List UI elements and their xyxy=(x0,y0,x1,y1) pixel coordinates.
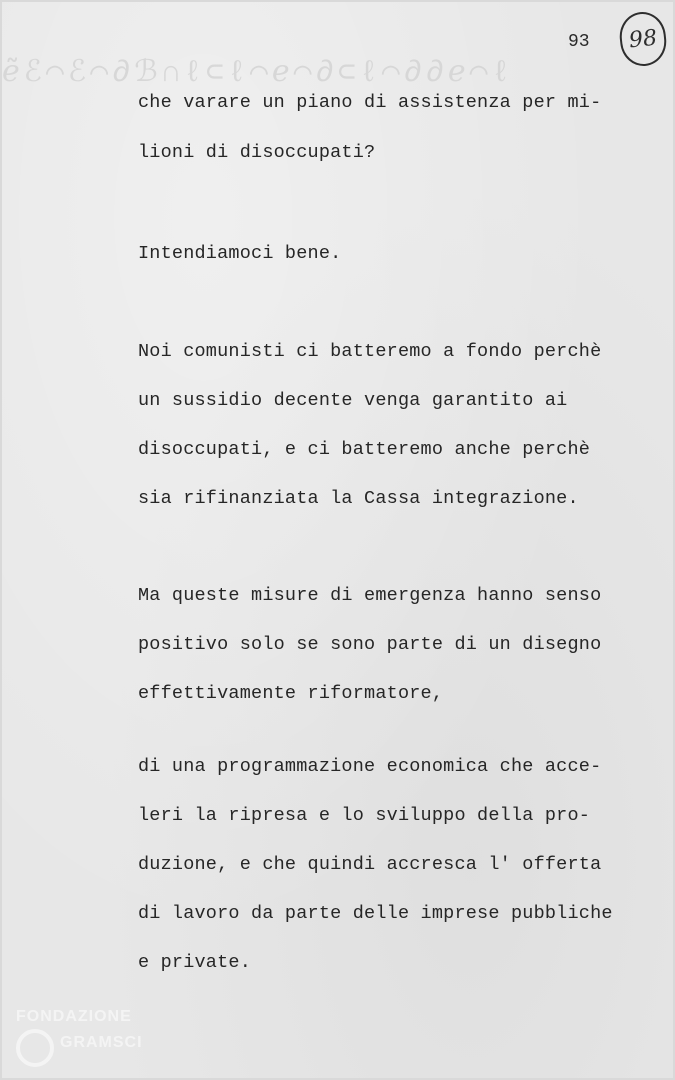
page-number: 93 xyxy=(568,32,590,52)
document-page xyxy=(2,2,673,1078)
text-line: duzione, e che quindi accresca l' offerta xyxy=(138,854,602,875)
text-line: sia rifinanziata la Cassa integrazione. xyxy=(138,488,579,509)
bleed-through-text: ℯ̃ℰ⌒ℰ⌒∂ℬ∩ℓ⊂ℓ⌒ℯ⌒∂⊂ℓ⌒∂∂ℯ⌒ℓ xyxy=(2,57,514,88)
text-line: e private. xyxy=(138,952,252,973)
watermark-line-2: GRAMSCI xyxy=(60,1034,143,1051)
watermark-logo-icon xyxy=(16,1029,54,1067)
archive-watermark xyxy=(8,1005,168,1075)
text-line: lioni di disoccupati? xyxy=(138,142,376,163)
watermark-line-1: FONDAZIONE xyxy=(16,1008,132,1025)
text-line: Ma queste misure di emergenza hanno senso xyxy=(138,585,602,606)
text-line: Intendiamoci bene. xyxy=(138,243,342,264)
handwritten-folio-stamp: 98 xyxy=(617,10,668,69)
text-line: un sussidio decente venga garantito ai xyxy=(138,390,568,411)
text-line: positivo solo se sono parte di un disegno xyxy=(138,634,602,655)
text-line: disoccupati, e ci batteremo anche perchè xyxy=(138,439,591,460)
text-line: di una programmazione economica che acce- xyxy=(138,756,602,777)
text-line: leri la ripresa e lo sviluppo della pro- xyxy=(138,805,591,826)
text-line: Noi comunisti ci batteremo a fondo perchè xyxy=(138,341,602,362)
text-line: di lavoro da parte delle imprese pubbliche xyxy=(138,903,613,924)
text-line: effettivamente riformatore, xyxy=(138,683,444,704)
text-line: che varare un piano di assistenza per mi- xyxy=(138,92,602,113)
